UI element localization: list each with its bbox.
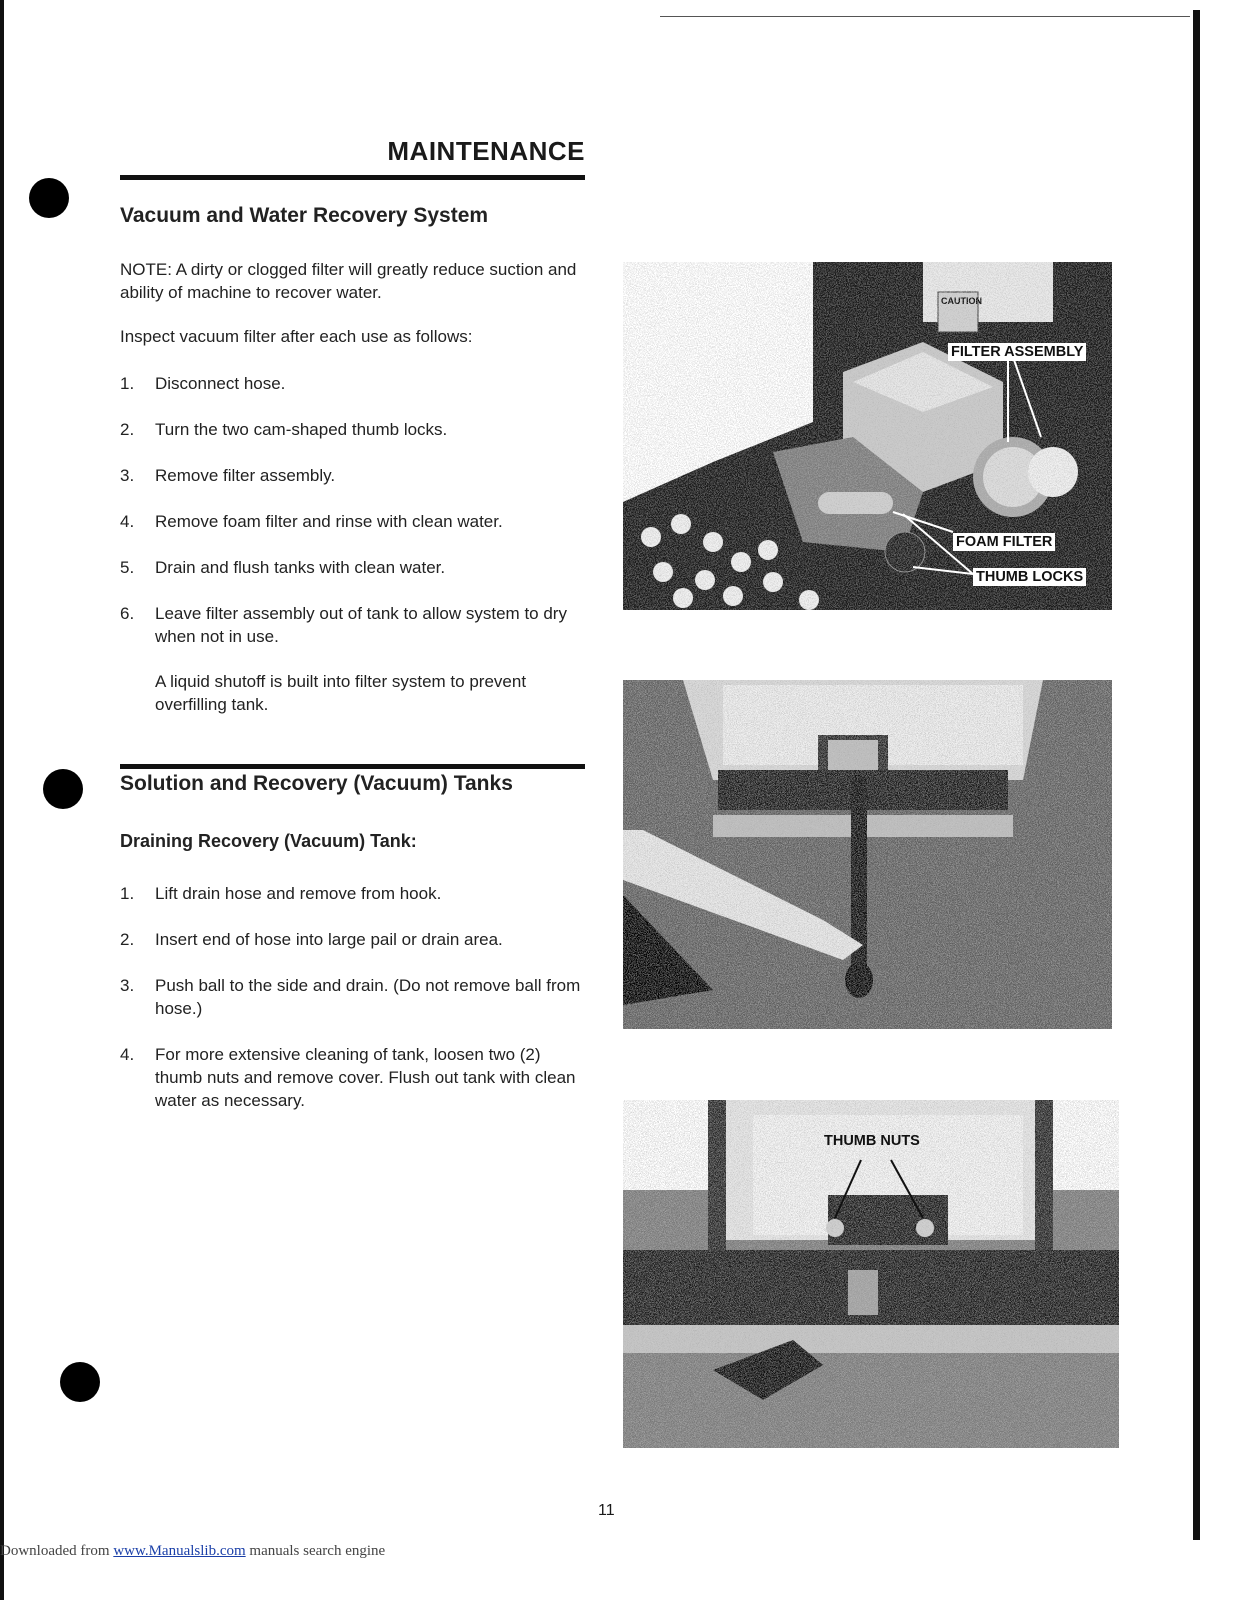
section-heading-vacuum: Vacuum and Water Recovery System [120,204,489,227]
callout-filter-assembly: FILTER ASSEMBLY [948,343,1086,361]
page-number: 11 [598,1502,615,1519]
photo-drain-hose [623,680,1112,1029]
download-footer [0,1543,385,1560]
note-paragraph: NOTE: A dirty or clogged filter will greatly reduce suction and ability of machine to recover water. [120,260,577,302]
title-rule [120,175,585,180]
callout-thumb-nuts: THUMB NUTS [824,1133,920,1149]
step-text: Push ball to the side and drain. (Do not remove ball from hose.) [155,976,581,1018]
step-number: 3. [120,466,135,485]
section-heading-tanks: Solution and Recovery (Vacuum) Tanks [120,772,513,795]
footer-link[interactable]: www.Manualslib.com [113,1543,246,1559]
step-text: Remove foam filter and rinse with clean water. [155,512,503,531]
shutoff-note: A liquid shutoff is built into filter system to prevent overfilling tank. [155,672,527,714]
photo-thumb-nuts [623,1100,1119,1448]
step-number: 2. [120,930,135,949]
step-text: Leave filter assembly out of tank to allow system to dry when not in use. [155,604,567,646]
step-number: 2. [120,420,135,439]
step-number: 4. [120,1045,135,1064]
page-left-edge [0,0,4,1600]
step-text: Drain and flush tanks with clean water. [155,558,446,577]
section-rule [120,764,585,769]
page-title: MAINTENANCE [387,136,585,166]
callout-thumb-locks: THUMB LOCKS [973,568,1086,586]
step-number: 6. [120,604,135,623]
top-scan-line [660,16,1190,17]
photo-filter-assembly [623,262,1112,610]
subheading-draining: Draining Recovery (Vacuum) Tank: [120,831,417,851]
binder-hole [43,769,83,809]
binder-hole [29,178,69,218]
step-number: 4. [120,512,135,531]
step-number: 5. [120,558,135,577]
step-text: Turn the two cam-shaped thumb locks. [155,420,448,439]
step-number: 3. [120,976,135,995]
step-text: Disconnect hose. [155,374,286,393]
callout-foam-filter: FOAM FILTER [953,533,1055,551]
footer-prefix: Downloaded from [0,1543,114,1559]
footer-suffix: manuals search engine [245,1543,386,1559]
step-text: Remove filter assembly. [155,466,336,485]
step-number: 1. [120,884,135,903]
step-text: Insert end of hose into large pail or drain area. [155,930,503,949]
step-number: 1. [120,374,135,393]
intro-paragraph: Inspect vacuum filter after each use as follows: [120,327,473,346]
step-text: For more extensive cleaning of tank, loosen two (2) thumb nuts and remove cover. Flush out tank with clean water as necessary. [155,1045,576,1110]
page-right-edge [1193,10,1200,1540]
step-text: Lift drain hose and remove from hook. [155,884,442,903]
binder-hole [60,1362,100,1402]
